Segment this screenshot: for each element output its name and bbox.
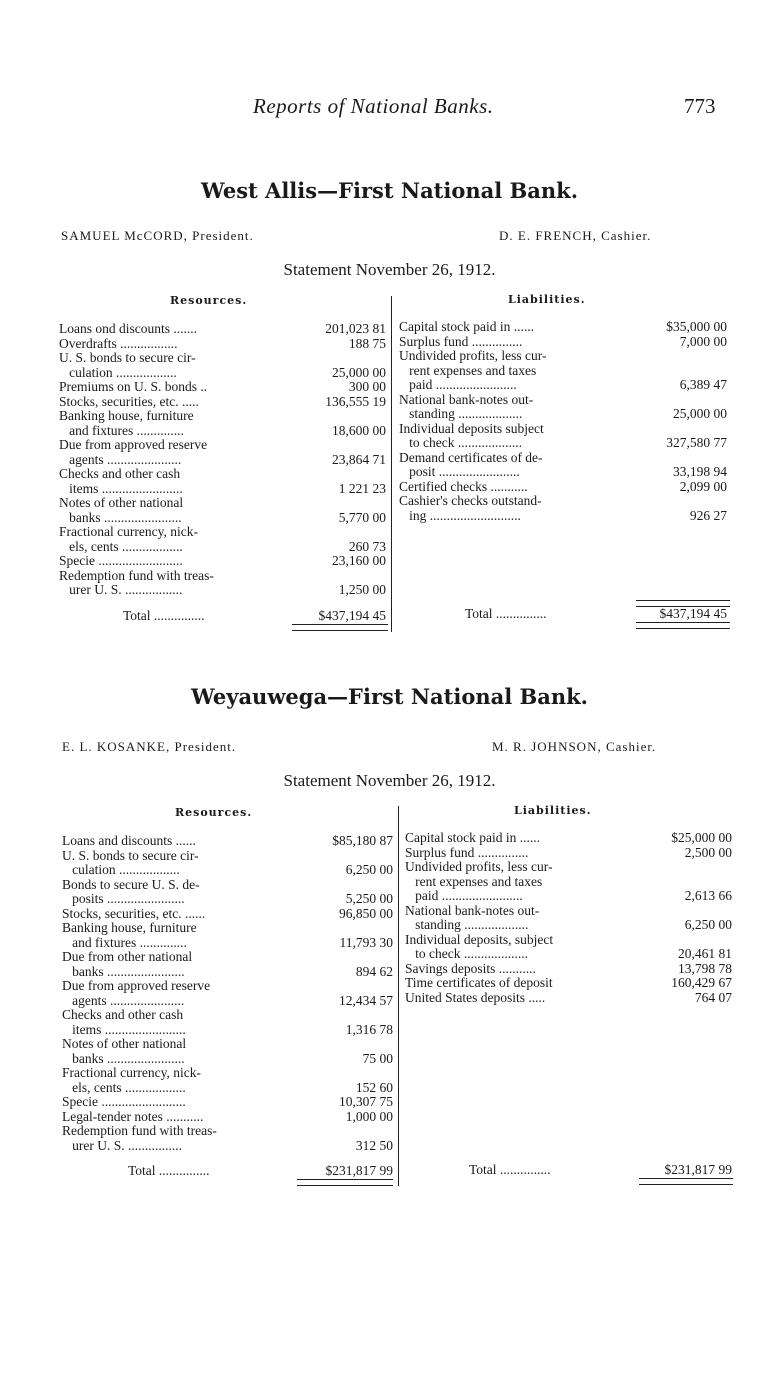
liability-row bbox=[399, 436, 727, 451]
line-item-label: els, cents .................. bbox=[59, 538, 183, 554]
line-item-label: standing ................... bbox=[405, 917, 529, 932]
line-item-label: Redemption fund with treas- bbox=[62, 1123, 217, 1138]
line-item-amount: 894 62 bbox=[355, 963, 393, 979]
line-item-amount: 764 07 bbox=[694, 989, 732, 1005]
resource-row bbox=[62, 834, 393, 849]
line-item-amount: 300 00 bbox=[348, 379, 386, 394]
resource-row bbox=[59, 322, 386, 337]
resource-row bbox=[62, 1008, 393, 1023]
line-item-label: Surplus fund ............... bbox=[405, 844, 529, 860]
total-label: Total ............... bbox=[123, 608, 205, 623]
liability-row bbox=[399, 364, 727, 379]
line-item-amount: 1,250 00 bbox=[338, 582, 386, 597]
resource-row bbox=[62, 936, 393, 951]
line-item-amount: 1,316 78 bbox=[345, 1021, 393, 1037]
resource-row bbox=[62, 849, 393, 864]
line-item-label: Specie ......................... bbox=[62, 1094, 186, 1109]
line-item-label: culation .................. bbox=[59, 364, 177, 380]
liability-row bbox=[399, 465, 727, 480]
line-item-label: National bank-notes out- bbox=[399, 391, 534, 407]
resources-list bbox=[59, 322, 386, 598]
line-item-label: Stocks, securities, etc. ..... bbox=[59, 393, 199, 409]
line-item-label: to check ................... bbox=[405, 946, 528, 961]
line-item-amount: 33,198 94 bbox=[673, 464, 727, 479]
line-item-label: paid ........................ bbox=[399, 377, 517, 392]
page-header bbox=[0, 94, 779, 124]
line-item-label: Banking house, furniture bbox=[59, 408, 194, 423]
line-item-amount: 926 27 bbox=[689, 507, 727, 523]
resources-total-row bbox=[128, 1163, 393, 1179]
liability-row bbox=[405, 991, 732, 1006]
line-item-label: banks ....................... bbox=[62, 1050, 185, 1066]
line-item-amount: 260 73 bbox=[348, 538, 386, 554]
liability-row bbox=[405, 831, 732, 846]
resource-row bbox=[62, 1139, 393, 1154]
line-item-amount: 2,099 00 bbox=[679, 478, 727, 494]
line-item-label: National bank-notes out- bbox=[405, 902, 540, 918]
resource-row bbox=[62, 1037, 393, 1052]
line-item-label: posit ........................ bbox=[399, 464, 520, 479]
liabilities-heading: Liabilities. bbox=[508, 293, 586, 306]
resources-heading: Resources. bbox=[175, 806, 253, 819]
line-item-label: ing ........................... bbox=[399, 507, 521, 523]
resource-row bbox=[62, 863, 393, 878]
line-item-label: Capital stock paid in ...... bbox=[405, 830, 540, 845]
bank-title: Weyauwega—First National Bank. bbox=[191, 684, 588, 709]
line-item-label: Loans ond discounts ....... bbox=[59, 321, 197, 336]
line-item-label: agents ...................... bbox=[62, 992, 185, 1008]
resource-row bbox=[59, 467, 386, 482]
line-item-label: Certified checks ........... bbox=[399, 478, 528, 494]
resources-total-row bbox=[123, 608, 386, 624]
line-item-amount: 2,613 66 bbox=[684, 888, 732, 903]
line-item-label: paid ........................ bbox=[405, 888, 523, 903]
liabilities-total-row bbox=[465, 606, 727, 622]
line-item-label: Time certificates of deposit bbox=[405, 975, 553, 990]
resource-row bbox=[62, 921, 393, 936]
line-item-amount: 11,793 30 bbox=[339, 934, 393, 950]
resource-row bbox=[59, 496, 386, 511]
liability-row bbox=[405, 918, 732, 933]
resource-row bbox=[59, 540, 386, 555]
resource-row bbox=[59, 569, 386, 584]
line-item-amount: 152 60 bbox=[355, 1079, 393, 1095]
cashier-name: D. E. FRENCH, Cashier. bbox=[499, 228, 652, 243]
line-item-label: urer U. S. ................. bbox=[59, 582, 183, 597]
resource-row bbox=[59, 409, 386, 424]
line-item-label: U. S. bonds to secure cir- bbox=[59, 350, 196, 365]
line-item-amount: 2,500 00 bbox=[684, 844, 732, 860]
liabilities-list bbox=[399, 320, 727, 523]
line-item-label: Fractional currency, nick- bbox=[59, 524, 198, 539]
line-item-label: to check ................... bbox=[399, 435, 522, 450]
resource-row bbox=[59, 554, 386, 569]
column-divider bbox=[398, 806, 399, 1186]
resource-row bbox=[59, 583, 386, 598]
resource-row bbox=[59, 380, 386, 395]
resource-row bbox=[59, 366, 386, 381]
line-item-amount: 136,555 19 bbox=[325, 393, 386, 409]
line-item-label: Undivided profits, less cur- bbox=[399, 348, 547, 363]
line-item-label: Checks and other cash bbox=[62, 1007, 184, 1022]
line-item-amount: $35,000 00 bbox=[666, 319, 727, 334]
liabilities-total-row bbox=[469, 1162, 732, 1178]
liability-row bbox=[405, 904, 732, 919]
line-item-label: banks ....................... bbox=[62, 963, 185, 979]
resource-row bbox=[59, 351, 386, 366]
liability-row bbox=[399, 349, 727, 364]
liability-row bbox=[399, 378, 727, 393]
liabilities-total-amount: $231,817 99 bbox=[664, 1162, 732, 1177]
double-rule bbox=[639, 1178, 733, 1185]
line-item-amount: 1,000 00 bbox=[345, 1108, 393, 1124]
liabilities-heading: Liabilities. bbox=[514, 804, 592, 817]
line-item-label: United States deposits ..... bbox=[405, 989, 546, 1005]
liability-row bbox=[405, 933, 732, 948]
liability-row bbox=[399, 407, 727, 422]
line-item-label: Stocks, securities, etc. ...... bbox=[62, 905, 206, 921]
liabilities-total-amount: $437,194 45 bbox=[659, 606, 727, 621]
liability-row bbox=[405, 976, 732, 991]
line-item-amount: 6,389 47 bbox=[679, 377, 727, 392]
liability-row bbox=[405, 860, 732, 875]
line-item-label: Due from approved reserve bbox=[62, 978, 211, 993]
line-item-amount: 96,850 00 bbox=[339, 905, 393, 921]
line-item-label: Cashier's checks outstand- bbox=[399, 493, 542, 508]
line-item-amount: 5,250 00 bbox=[345, 891, 393, 906]
line-item-amount: 25,000 00 bbox=[332, 364, 386, 380]
liability-row bbox=[399, 494, 727, 509]
resource-row bbox=[62, 1095, 393, 1110]
double-rule bbox=[636, 622, 730, 629]
line-item-label: Specie ......................... bbox=[59, 553, 183, 568]
line-item-amount: 12,434 57 bbox=[339, 992, 393, 1008]
liability-row bbox=[399, 335, 727, 350]
total-label: Total ............... bbox=[469, 1162, 551, 1177]
line-item-label: and fixtures .............. bbox=[62, 934, 187, 950]
line-item-amount: 20,461 81 bbox=[678, 946, 732, 961]
resource-row bbox=[59, 453, 386, 468]
resource-row bbox=[62, 1110, 393, 1125]
line-item-amount: 7,000 00 bbox=[679, 333, 727, 349]
statement-date: Statement November 26, 1912. bbox=[283, 260, 496, 279]
line-item-label: culation .................. bbox=[62, 862, 180, 877]
liability-row bbox=[399, 320, 727, 335]
line-item-amount: 23,864 71 bbox=[332, 451, 386, 467]
line-item-label: U. S. bonds to secure cir- bbox=[62, 847, 199, 863]
line-item-label: rent expenses and taxes bbox=[399, 362, 537, 378]
line-item-amount: 188 75 bbox=[348, 335, 386, 351]
line-item-amount: 160,429 67 bbox=[671, 975, 732, 990]
resources-total-amount: $231,817 99 bbox=[325, 1163, 393, 1178]
line-item-label: Savings deposits ........... bbox=[405, 960, 536, 976]
resource-row bbox=[62, 979, 393, 994]
liability-row bbox=[399, 422, 727, 437]
resource-row bbox=[62, 1023, 393, 1038]
line-item-label: Bonds to secure U. S. de- bbox=[62, 876, 200, 892]
line-item-label: Loans and discounts ...... bbox=[62, 833, 196, 848]
line-item-amount: 5,770 00 bbox=[338, 509, 386, 525]
line-item-label: Notes of other national bbox=[62, 1036, 187, 1051]
line-item-amount: $85,180 87 bbox=[332, 833, 393, 848]
double-rule bbox=[297, 1179, 393, 1186]
president-name: E. L. KOSANKE, President. bbox=[62, 739, 237, 754]
line-item-label: posits ....................... bbox=[62, 891, 185, 906]
resources-heading: Resources. bbox=[170, 294, 248, 307]
line-item-label: Due from other national bbox=[62, 949, 193, 964]
line-item-label: Checks and other cash bbox=[59, 466, 181, 481]
resource-row bbox=[62, 1052, 393, 1067]
resources-total-amount: $437,194 45 bbox=[318, 608, 386, 623]
resource-row bbox=[59, 337, 386, 352]
line-item-label: Premiums on U. S. bonds .. bbox=[59, 379, 208, 394]
statement-date: Statement November 26, 1912. bbox=[283, 771, 496, 790]
resource-row bbox=[62, 878, 393, 893]
liability-row bbox=[405, 875, 732, 890]
line-item-label: agents ...................... bbox=[59, 451, 182, 467]
liability-row bbox=[399, 451, 727, 466]
liability-row bbox=[399, 509, 727, 524]
line-item-label: Undivided profits, less cur- bbox=[405, 859, 553, 874]
line-item-label: urer U. S. ................ bbox=[62, 1137, 182, 1153]
line-item-label: Legal-tender notes ........... bbox=[62, 1108, 204, 1124]
liability-row bbox=[405, 947, 732, 962]
line-item-amount: 201,023 81 bbox=[325, 321, 386, 336]
resource-row bbox=[62, 994, 393, 1009]
line-item-amount: 10,307 75 bbox=[339, 1094, 393, 1109]
total-label: Total ............... bbox=[128, 1163, 210, 1178]
page-number: 773 bbox=[684, 94, 716, 118]
line-item-amount: 13,798 78 bbox=[678, 960, 732, 976]
liability-row bbox=[405, 846, 732, 861]
line-item-amount: 1 221 23 bbox=[338, 480, 386, 496]
line-item-label: standing ................... bbox=[399, 406, 523, 421]
line-item-amount: 6,250 00 bbox=[684, 917, 732, 932]
line-item-label: rent expenses and taxes bbox=[405, 873, 543, 889]
resource-row bbox=[59, 395, 386, 410]
line-item-amount: 6,250 00 bbox=[345, 862, 393, 877]
running-title: Reports of National Banks. bbox=[253, 94, 494, 118]
president-name: SAMUEL McCORD, President. bbox=[61, 228, 254, 243]
resource-row bbox=[62, 1066, 393, 1081]
line-item-label: Redemption fund with treas- bbox=[59, 567, 214, 583]
resource-row bbox=[62, 907, 393, 922]
resource-row bbox=[59, 525, 386, 540]
line-item-label: Individual deposits, subject bbox=[405, 931, 554, 947]
line-item-label: Surplus fund ............... bbox=[399, 333, 523, 349]
line-item-label: Fractional currency, nick- bbox=[62, 1065, 201, 1080]
total-label: Total ............... bbox=[465, 606, 547, 621]
line-item-label: Overdrafts ................. bbox=[59, 335, 178, 351]
line-item-label: Notes of other national bbox=[59, 495, 184, 510]
line-item-label: els, cents .................. bbox=[62, 1079, 186, 1095]
line-item-amount: $25,000 00 bbox=[671, 830, 732, 845]
resource-row bbox=[59, 424, 386, 439]
line-item-amount: 18,600 00 bbox=[332, 422, 386, 438]
line-item-label: items ........................ bbox=[62, 1021, 186, 1037]
resource-row bbox=[62, 1124, 393, 1139]
cashier-name: M. R. JOHNSON, Cashier. bbox=[492, 739, 657, 754]
line-item-amount: 75 00 bbox=[362, 1050, 393, 1066]
resource-row bbox=[62, 965, 393, 980]
line-item-label: Due from approved reserve bbox=[59, 437, 208, 452]
column-divider bbox=[391, 296, 392, 632]
single-rule-top bbox=[636, 600, 730, 607]
line-item-label: Banking house, furniture bbox=[62, 920, 197, 935]
line-item-label: banks ....................... bbox=[59, 509, 182, 525]
liabilities-list bbox=[405, 831, 732, 1005]
line-item-amount: 312 50 bbox=[355, 1137, 393, 1153]
line-item-label: items ........................ bbox=[59, 480, 183, 496]
resources-list bbox=[62, 834, 393, 1153]
bank-title: West Allis—First National Bank. bbox=[200, 178, 579, 203]
double-rule bbox=[292, 624, 388, 631]
liability-row bbox=[399, 480, 727, 495]
line-item-label: Demand certificates of de- bbox=[399, 449, 543, 465]
resource-row bbox=[62, 892, 393, 907]
line-item-amount: 25,000 00 bbox=[673, 406, 727, 421]
line-item-label: Capital stock paid in ...... bbox=[399, 319, 534, 334]
line-item-label: and fixtures .............. bbox=[59, 422, 184, 438]
resource-row bbox=[59, 438, 386, 453]
line-item-label: Individual deposits subject bbox=[399, 420, 544, 436]
liability-row bbox=[399, 393, 727, 408]
resource-row bbox=[59, 482, 386, 497]
line-item-amount: 23,160 00 bbox=[332, 553, 386, 568]
liability-row bbox=[405, 962, 732, 977]
resource-row bbox=[62, 1081, 393, 1096]
resource-row bbox=[62, 950, 393, 965]
liability-row bbox=[405, 889, 732, 904]
resource-row bbox=[59, 511, 386, 526]
line-item-amount: 327,580 77 bbox=[666, 435, 727, 450]
